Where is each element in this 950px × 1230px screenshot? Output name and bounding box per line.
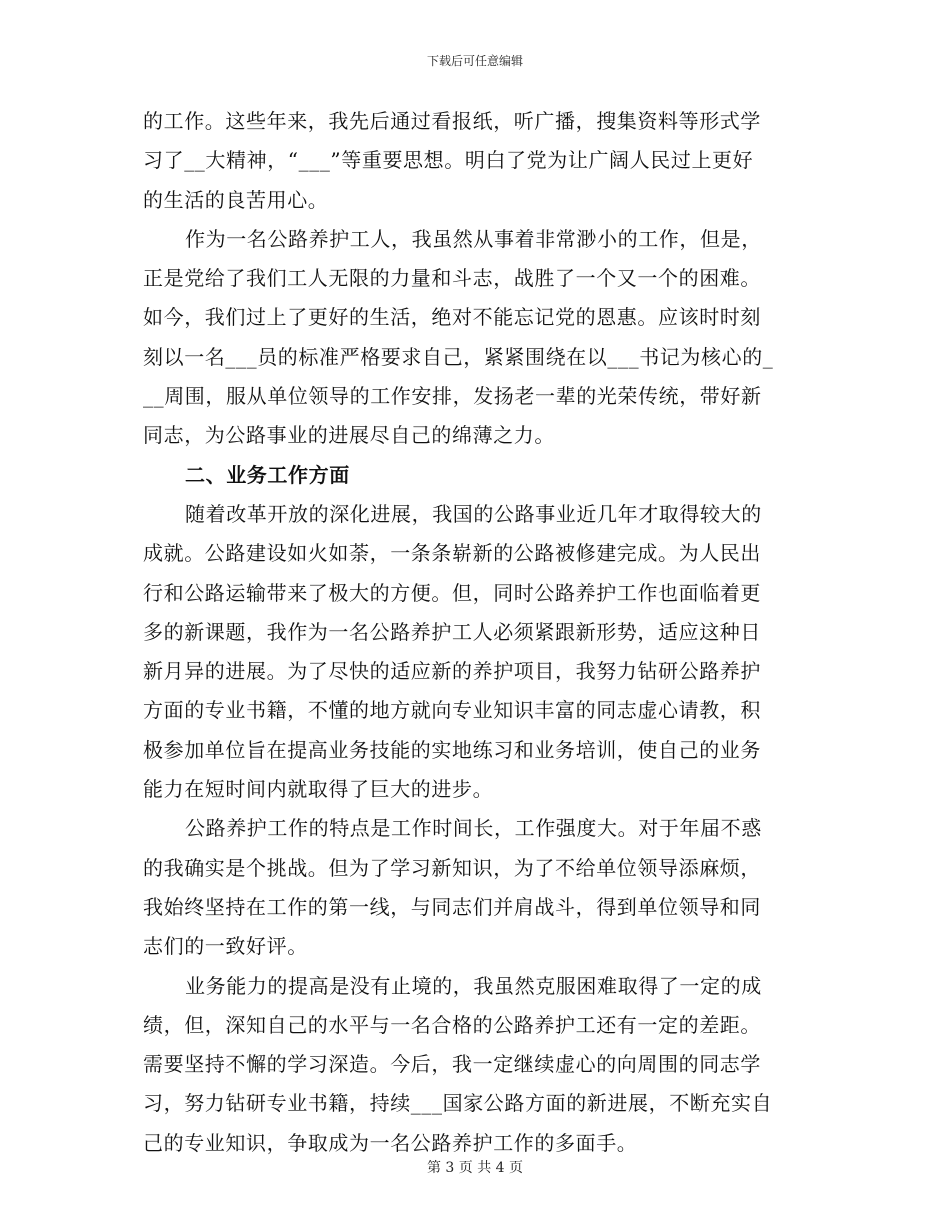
page-number: 第 3 页 共 4 页	[426, 1160, 524, 1176]
text-line: 习了__大精神，“___”等重要思想。明白了党为让广阔人民过上更好	[143, 148, 754, 173]
text-line: __周围，服从单位领导的工作安排，发扬老一辈的光荣传统，带好新	[143, 384, 762, 409]
text-line: 的我确实是个挑战。但为了学习新知识，为了不给单位领导添麻烦，	[143, 855, 761, 880]
paragraph-start-line: 业务能力的提高是没有止境的，我虽然克服困难取得了一定的成	[185, 973, 762, 998]
text-line: 志们的一致好评。	[143, 934, 308, 959]
paragraph-start-line: 作为一名公路养护工人，我虽然从事着非常渺小的工作，但是，	[185, 226, 762, 251]
text-line: 绩，但，深知自己的水平与一名合格的公路养护工还有一定的差距。	[143, 1012, 761, 1037]
text-line: 需要坚持不懈的学习深造。今后，我一定继续虚心的向周围的同志学	[143, 1052, 761, 1077]
text-line: 正是党给了我们工人无限的力量和斗志，战胜了一个又一个的困难。	[143, 266, 761, 291]
text-line: 刻以一名___员的标准严格要求自己，紧紧围绕在以___书记为核心的_	[143, 344, 774, 369]
text-line: 习，努力钻研专业书籍，持续___国家公路方面的新进展，不断充实自	[143, 1091, 773, 1116]
paragraph-start-line: 公路养护工作的特点是工作时间长，工作强度大。对于年届不惑	[185, 816, 762, 841]
text-line: 成就。公路建设如火如荼，一条条崭新的公路被修建完成。为人民出	[143, 541, 761, 566]
text-line: 多的新课题，我作为一名公路养护工人必须紧跟新形势，适应这种日	[143, 619, 761, 644]
text-line: 方面的专业书籍，不懂的地方就向专业知识丰富的同志虚心请教，积	[143, 698, 761, 723]
section-heading: 二、业务工作方面	[185, 462, 350, 487]
text-line: 如今，我们过上了更好的生活，绝对不能忘记党的恩惠。应该时时刻	[143, 305, 761, 330]
paragraph-start-line: 随着改革开放的深化进展，我国的公路事业近几年才取得较大的	[185, 501, 762, 526]
text-line: 我始终坚持在工作的第一线，与同志们并肩战斗，得到单位领导和同	[143, 894, 761, 919]
text-line: 行和公路运输带来了极大的方便。但，同时公路养护工作也面临着更	[143, 580, 761, 605]
page-header-note: 下载后可任意编辑	[426, 54, 523, 68]
text-line: 的工作。这些年来，我先后通过看报纸，听广播，搜集资料等形式学	[143, 109, 761, 133]
text-line: 己的专业知识，争取成为一名公路养护工作的多面手。	[143, 1130, 638, 1155]
text-line: 能力在短时间内就取得了巨大的进步。	[143, 777, 494, 802]
text-line: 新月异的进展。为了尽快的适应新的养护项目，我努力钻研公路养护	[143, 659, 761, 684]
text-line: 极参加单位旨在提高业务技能的实地练习和业务培训，使自己的业务	[143, 737, 761, 762]
text-line: 的生活的良苦用心。	[143, 187, 329, 212]
document-body	[143, 102, 809, 1163]
text-line: 同志，为公路事业的进展尽自己的绵薄之力。	[143, 423, 555, 448]
